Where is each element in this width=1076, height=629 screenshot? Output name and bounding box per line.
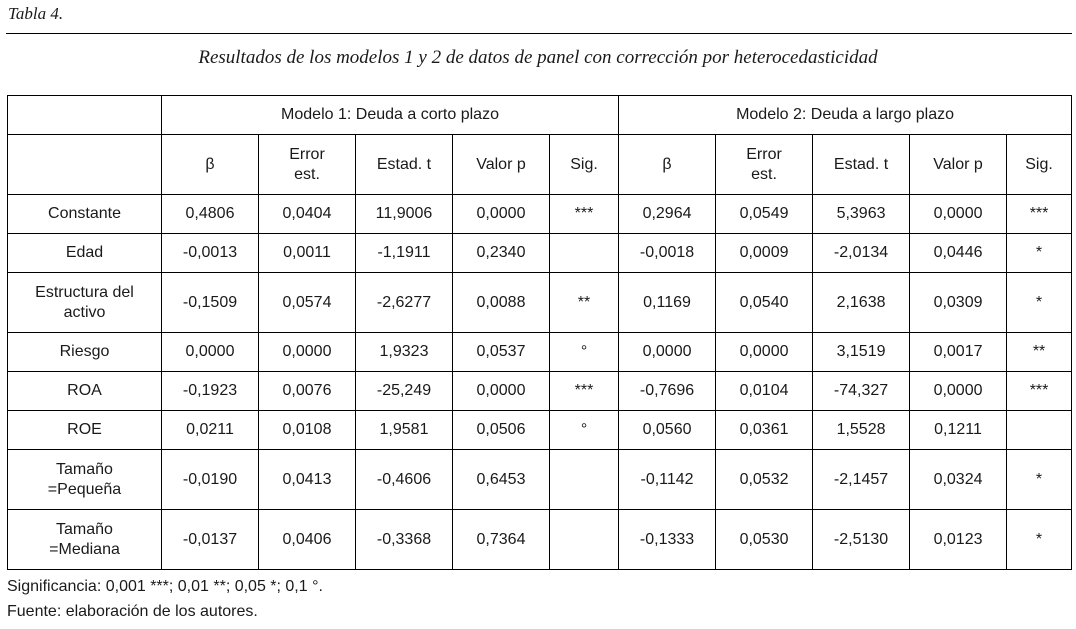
cell-m2-p-value: 0,0309 xyxy=(910,273,1007,333)
cell-m1-t-stat: 11,9006 xyxy=(356,195,453,234)
table-caption: Resultados de los modelos 1 y 2 de datos de panel con corrección por heterocedasticidad xyxy=(198,47,878,68)
row-label-text: ROE xyxy=(67,421,102,438)
cell-m1-beta: -0,1923 xyxy=(162,372,259,411)
cell-m2-beta: -0,1333 xyxy=(619,510,716,570)
cell-m2-p-value: 0,0000 xyxy=(910,195,1007,234)
cell-m1-t-stat: -25,249 xyxy=(356,372,453,411)
cell-m1-beta: -0,0190 xyxy=(162,450,259,510)
cell-m1-p-value: 0,7364 xyxy=(453,510,550,570)
cell-m2-p-value: 0,0017 xyxy=(910,333,1007,372)
row-label xyxy=(8,273,162,333)
column-header-m1-p-value xyxy=(453,135,550,195)
cell-m1-t-stat: -0,3368 xyxy=(356,510,453,570)
row-label-text: Estructura del xyxy=(35,283,134,301)
cell-m2-t-stat: 1,5528 xyxy=(813,411,910,450)
row-label-text: Riesgo xyxy=(59,343,110,360)
column-header-text: est. xyxy=(751,165,777,183)
column-header-m2-significance xyxy=(1007,135,1072,195)
column-header-text: Valor p xyxy=(933,155,983,173)
cell-m2-significance: * xyxy=(1007,510,1072,570)
cell-m1-t-stat: -0,4606 xyxy=(356,450,453,510)
table-body xyxy=(8,195,1072,570)
cell-m1-significance xyxy=(550,450,619,510)
cell-m1-significance xyxy=(550,510,619,570)
row-label xyxy=(8,450,162,510)
row-label xyxy=(8,372,162,411)
column-header-text: est. xyxy=(294,165,320,183)
cell-m2-t-stat: -74,327 xyxy=(813,372,910,411)
row-label xyxy=(8,195,162,234)
column-header-m1-t-stat xyxy=(356,135,453,195)
cell-m1-p-value: 0,0000 xyxy=(453,372,550,411)
row-label-text: Edad xyxy=(65,244,104,261)
column-header-text: Valor p xyxy=(476,155,526,173)
cell-m2-p-value: 0,0000 xyxy=(910,372,1007,411)
cell-m2-t-stat: 3,1519 xyxy=(813,333,910,372)
row-label xyxy=(8,510,162,570)
cell-m1-significance: *** xyxy=(550,372,619,411)
column-header-m2-t-stat xyxy=(813,135,910,195)
cell-m1-significance: ° xyxy=(550,411,619,450)
column-header-text: Error xyxy=(746,145,782,163)
row-label-text: Tamaño xyxy=(56,460,113,478)
cell-m1-std-error: 0,0011 xyxy=(259,234,356,273)
cell-m2-beta: 0,1169 xyxy=(619,273,716,333)
group-header-model-2: Modelo 2: Deuda a largo plazo xyxy=(619,96,1072,135)
cell-m1-t-stat: 1,9581 xyxy=(356,411,453,450)
table-row xyxy=(8,195,1072,234)
cell-m2-significance: *** xyxy=(1007,195,1072,234)
row-label-text: ROA xyxy=(67,382,102,399)
cell-m2-std-error: 0,0361 xyxy=(716,411,813,450)
column-header-m2-std-error xyxy=(716,135,813,195)
cell-m1-std-error: 0,0000 xyxy=(259,333,356,372)
row-label-text: Tamaño xyxy=(56,520,113,538)
header-empty-cell xyxy=(8,135,162,195)
cell-m1-p-value: 0,2340 xyxy=(453,234,550,273)
row-label-text: =Pequeña xyxy=(47,480,122,498)
cell-m2-std-error: 0,0540 xyxy=(716,273,813,333)
column-header-text: Estad. t xyxy=(376,155,432,173)
cell-m2-significance: ** xyxy=(1007,333,1072,372)
row-label-text: =Mediana xyxy=(49,540,120,558)
cell-m2-significance: * xyxy=(1007,273,1072,333)
table-row xyxy=(8,372,1072,411)
header-empty-cell xyxy=(8,96,162,135)
cell-m2-t-stat: -2,1457 xyxy=(813,450,910,510)
cell-m2-significance: * xyxy=(1007,234,1072,273)
cell-m1-p-value: 0,0537 xyxy=(453,333,550,372)
table-row xyxy=(8,333,1072,372)
cell-m2-significance: *** xyxy=(1007,372,1072,411)
cell-m2-p-value: 0,0123 xyxy=(910,510,1007,570)
column-header-text: Estad. t xyxy=(833,155,889,173)
cell-m1-beta: 0,0000 xyxy=(162,333,259,372)
source-note: Fuente: elaboración de los autores. xyxy=(7,603,258,620)
cell-m1-significance: *** xyxy=(550,195,619,234)
cell-m1-beta: -0,0137 xyxy=(162,510,259,570)
cell-m2-p-value: 0,1211 xyxy=(910,411,1007,450)
column-header-m2-beta xyxy=(619,135,716,195)
cell-m1-t-stat: 1,9323 xyxy=(356,333,453,372)
column-header-row xyxy=(8,135,1072,195)
row-label xyxy=(8,234,162,273)
cell-m1-beta: 0,4806 xyxy=(162,195,259,234)
cell-m2-std-error: 0,0549 xyxy=(716,195,813,234)
cell-m1-t-stat: -1,1911 xyxy=(356,234,453,273)
table-number: Tabla 4. xyxy=(8,4,64,23)
column-header-text: β xyxy=(205,155,215,173)
table-row xyxy=(8,411,1072,450)
cell-m1-significance xyxy=(550,234,619,273)
cell-m1-p-value: 0,0088 xyxy=(453,273,550,333)
table-row xyxy=(8,510,1072,570)
column-header-m1-beta xyxy=(162,135,259,195)
cell-m1-std-error: 0,0574 xyxy=(259,273,356,333)
column-header-text: β xyxy=(662,155,672,173)
table-row xyxy=(8,273,1072,333)
cell-m2-p-value: 0,0324 xyxy=(910,450,1007,510)
cell-m1-beta: -0,1509 xyxy=(162,273,259,333)
row-label xyxy=(8,333,162,372)
cell-m2-significance: * xyxy=(1007,450,1072,510)
table-row xyxy=(8,234,1072,273)
cell-m2-std-error: 0,0532 xyxy=(716,450,813,510)
cell-m2-significance xyxy=(1007,411,1072,450)
cell-m1-p-value: 0,6453 xyxy=(453,450,550,510)
cell-m2-beta: 0,0560 xyxy=(619,411,716,450)
significance-note: Significancia: 0,001 ***; 0,01 **; 0,05 *; 0,1 °. xyxy=(7,578,323,595)
cell-m1-std-error: 0,0406 xyxy=(259,510,356,570)
column-header-m2-p-value xyxy=(910,135,1007,195)
results-table xyxy=(7,95,1072,570)
cell-m2-t-stat: -2,0134 xyxy=(813,234,910,273)
cell-m1-beta: -0,0013 xyxy=(162,234,259,273)
cell-m2-std-error: 0,0530 xyxy=(716,510,813,570)
row-label-text: Constante xyxy=(48,205,121,222)
cell-m1-significance: ° xyxy=(550,333,619,372)
table-row xyxy=(8,450,1072,510)
cell-m2-std-error: 0,0104 xyxy=(716,372,813,411)
column-header-m1-significance xyxy=(550,135,619,195)
column-header-text: Error xyxy=(289,145,325,163)
cell-m1-p-value: 0,0000 xyxy=(453,195,550,234)
cell-m2-beta: -0,1142 xyxy=(619,450,716,510)
column-header-text: Sig. xyxy=(1025,155,1053,173)
header-rule xyxy=(6,33,1072,34)
cell-m2-t-stat: 5,3963 xyxy=(813,195,910,234)
cell-m1-std-error: 0,0413 xyxy=(259,450,356,510)
cell-m2-t-stat: 2,1638 xyxy=(813,273,910,333)
cell-m1-significance: ** xyxy=(550,273,619,333)
cell-m1-beta: 0,0211 xyxy=(162,411,259,450)
cell-m2-beta: -0,0018 xyxy=(619,234,716,273)
cell-m1-std-error: 0,0404 xyxy=(259,195,356,234)
group-header-model-1: Modelo 1: Deuda a corto plazo xyxy=(162,96,619,135)
cell-m2-p-value: 0,0446 xyxy=(910,234,1007,273)
row-label xyxy=(8,411,162,450)
cell-m2-std-error: 0,0000 xyxy=(716,333,813,372)
cell-m1-std-error: 0,0076 xyxy=(259,372,356,411)
group-header-row xyxy=(8,96,1072,135)
column-header-m1-std-error xyxy=(259,135,356,195)
cell-m1-t-stat: -2,6277 xyxy=(356,273,453,333)
cell-m2-beta: 0,0000 xyxy=(619,333,716,372)
cell-m2-t-stat: -2,5130 xyxy=(813,510,910,570)
column-header-text: Sig. xyxy=(570,155,598,173)
cell-m2-beta: -0,7696 xyxy=(619,372,716,411)
cell-m1-p-value: 0,0506 xyxy=(453,411,550,450)
cell-m1-std-error: 0,0108 xyxy=(259,411,356,450)
cell-m2-std-error: 0,0009 xyxy=(716,234,813,273)
row-label-text: activo xyxy=(63,303,106,321)
cell-m2-beta: 0,2964 xyxy=(619,195,716,234)
